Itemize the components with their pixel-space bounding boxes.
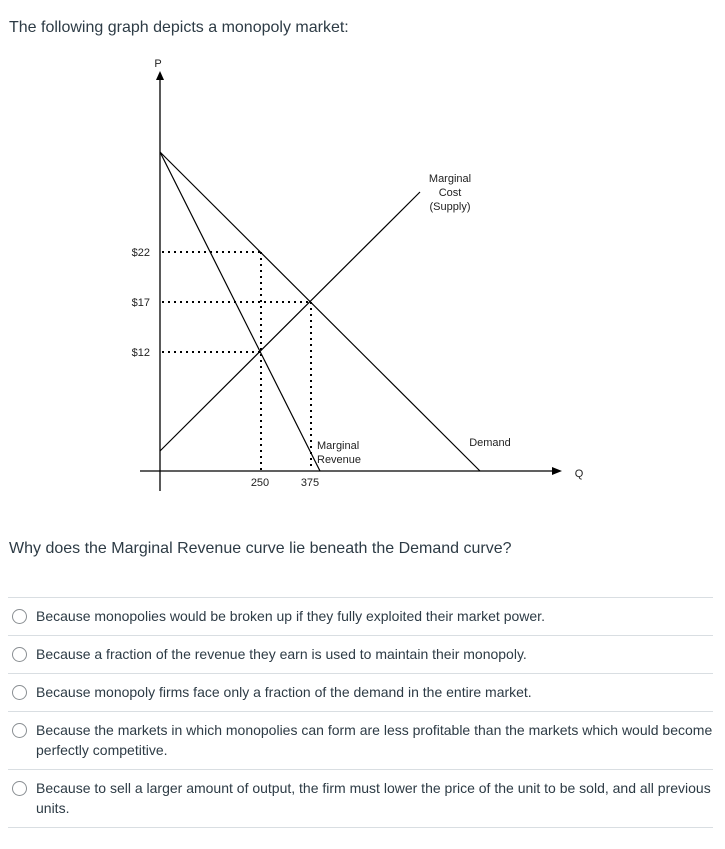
radio-button[interactable]	[12, 647, 27, 662]
x-axis-arrow	[552, 467, 562, 475]
answer-text: Because a fraction of the revenue they earn is used to maintain their monopoly.	[36, 646, 527, 662]
price-tick-17: $17	[131, 297, 150, 309]
answer-list	[8, 597, 713, 828]
radio-button[interactable]	[12, 609, 27, 624]
price-tick-22: $22	[131, 247, 150, 259]
y-axis-label: P	[154, 58, 162, 70]
radio-button[interactable]	[12, 781, 27, 796]
answer-option[interactable]	[8, 597, 713, 635]
answer-text: Because to sell a larger amount of output, the firm must lower the price of the unit to be sold, and all previous units.	[36, 780, 711, 816]
answer-option[interactable]	[8, 711, 713, 769]
mr-label-line-2: Revenue	[317, 454, 362, 466]
answer-text: Because the markets in which monopolies can form are less profitable than the markets which would become perfectly competitive.	[36, 722, 713, 758]
mc-label-line-1: Marginal	[428, 173, 472, 185]
intro-text: The following graph depicts a monopoly market:	[9, 19, 349, 36]
demand-curve	[160, 152, 480, 471]
marginal-revenue-curve	[160, 152, 320, 471]
y-axis-arrow	[156, 71, 164, 80]
radio-button[interactable]	[12, 723, 27, 738]
mc-label-line-2: Cost	[438, 187, 462, 199]
answer-text: Because monopoly firms face only a fraction of the demand in the entire market.	[36, 684, 532, 700]
mc-label-line-3: (Supply)	[429, 201, 471, 213]
demand-label: Demand	[469, 437, 511, 449]
mr-label-line-1: Marginal	[317, 440, 360, 452]
quantity-tick-375: 375	[300, 477, 320, 489]
x-axis-label: Q	[574, 468, 584, 480]
price-tick-12: $12	[131, 347, 150, 359]
question-text: Why does the Marginal Revenue curve lie beneath the Demand curve?	[9, 540, 512, 557]
answer-option[interactable]	[8, 635, 713, 673]
answer-option[interactable]	[8, 673, 713, 711]
answer-text: Because monopolies would be broken up if they fully exploited their market power.	[36, 608, 545, 624]
radio-button[interactable]	[12, 685, 27, 700]
quantity-tick-250: 250	[250, 477, 270, 489]
answer-option[interactable]	[8, 769, 713, 828]
